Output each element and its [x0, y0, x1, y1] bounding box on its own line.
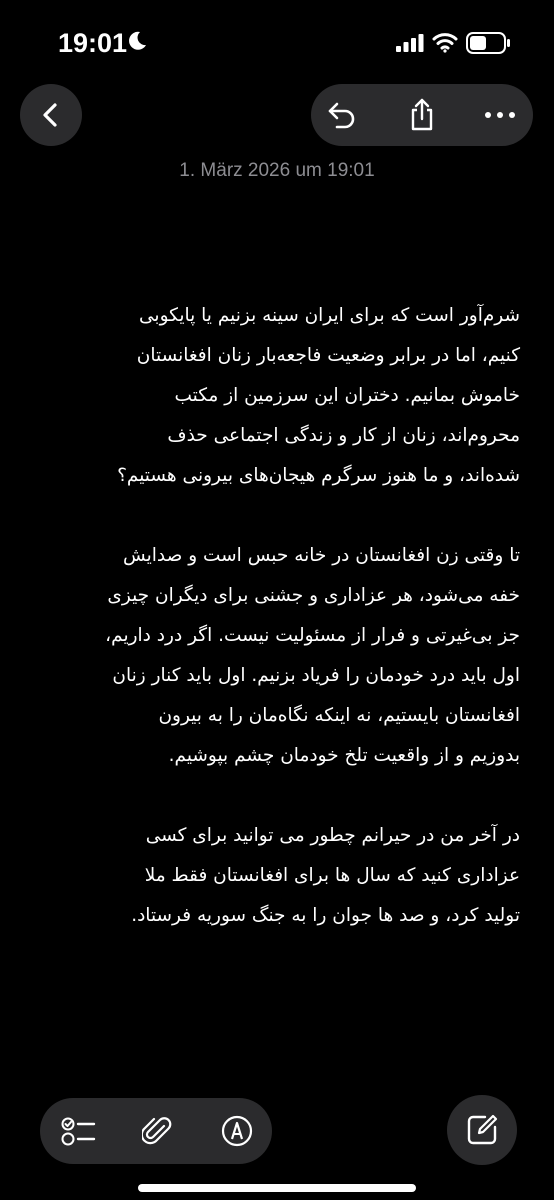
battery-icon — [466, 31, 512, 55]
compose-icon — [465, 1113, 499, 1147]
status-time: 19:01 — [58, 28, 128, 58]
note-body[interactable] — [50, 296, 520, 976]
back-button[interactable] — [20, 84, 82, 146]
chevron-left-icon — [39, 101, 63, 129]
note-actions-group — [311, 84, 533, 146]
more-options-button[interactable] — [469, 84, 531, 146]
moon-icon — [126, 30, 148, 52]
note-paragraph-3: در آخر من در حیرانم چطور می توانید برای کسی عزاداری کنید که سال ها برای افغانستان فقط ملا تولید کرد، و صد ها جوان را به جنگ سوریه فرستاد. — [131, 825, 520, 926]
note-paragraph-2: تا وقتی زن افغانستان در خانه حبس است و صدایش خفه می‌شود، هر عزاداری و جشنی برای دیگران چیزی جز بی‌غیرتی و فرار از مسئولیت نیست. اگر درد داریم، اول باید درد خودمان را فریاد بزنیم. اول باید کنار زنان افغانستان بایستیم، نه اینکه نگاه‌مان را به بیرون بدوزیم و از واقعیت تلخ خودمان چشم بپوشیم. — [105, 545, 520, 766]
note-date: 1. März 2026 um 19:01 — [179, 160, 375, 181]
checklist-button[interactable] — [46, 1098, 112, 1164]
signal-icon — [396, 34, 424, 52]
checklist-icon — [61, 1115, 97, 1147]
share-icon — [407, 98, 437, 132]
more-icon — [484, 111, 516, 119]
home-indicator[interactable] — [138, 1184, 416, 1192]
attach-button[interactable] — [124, 1098, 190, 1164]
undo-button[interactable] — [311, 84, 373, 146]
status-bar — [0, 0, 554, 90]
markup-button[interactable] — [204, 1098, 270, 1164]
wifi-icon — [432, 31, 458, 53]
paperclip-icon — [142, 1114, 172, 1148]
bottom-toolbar — [40, 1098, 272, 1164]
undo-icon — [325, 100, 359, 130]
markup-icon — [220, 1114, 254, 1148]
share-button[interactable] — [391, 84, 453, 146]
note-paragraph-1: شرم‌آور است که برای ایران سینه بزنیم یا پایکوبی کنیم، اما در برابر وضعیت فاجعه‌بار زنان افغانستان خاموش بمانیم. دختران این سرزمین از مکتب محروم‌اند، زنان از کار و زندگی اجتماعی حذف شده‌اند، و ما هنوز سرگرم هیجان‌های بیرونی هستیم؟ — [117, 305, 520, 486]
new-note-button[interactable] — [447, 1095, 517, 1165]
